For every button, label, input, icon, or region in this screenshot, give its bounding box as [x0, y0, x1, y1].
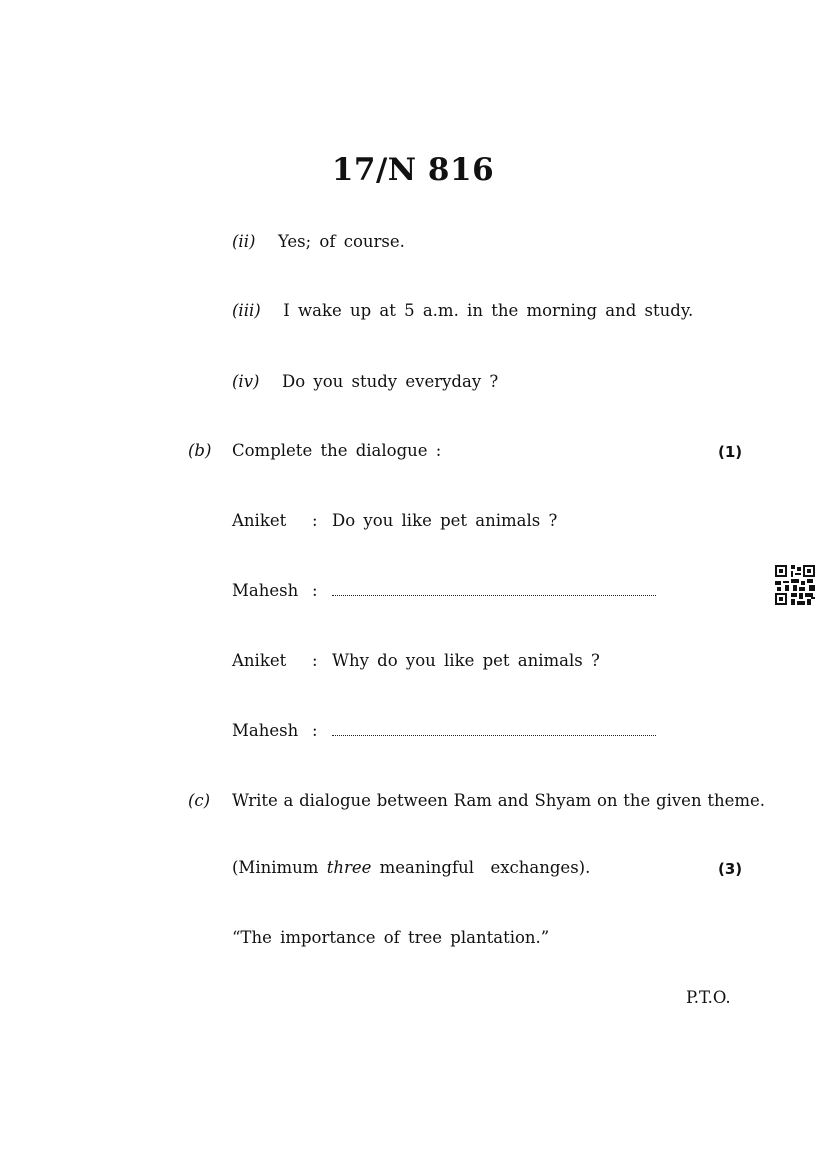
part-c-instruction: Write a dialogue between Ram and Shyam on the given theme.: [232, 791, 765, 810]
dialogue-line-2: [232, 581, 656, 600]
speaker: Mahesh: [232, 721, 299, 740]
pto-label: P.T.O.: [686, 988, 731, 1007]
note-text: (Minimum: [232, 858, 327, 877]
dialogue-text: Why do you like pet animals ?: [332, 651, 600, 670]
answer-blank[interactable]: [332, 585, 656, 596]
colon: :: [312, 511, 318, 530]
option-number: (iii): [232, 301, 261, 320]
option-text: Yes; of course.: [277, 232, 405, 251]
note-text: meaningful exchanges).: [371, 858, 591, 877]
speaker: Aniket: [232, 651, 287, 670]
colon: :: [312, 581, 318, 600]
option-text: Do you study everyday ?: [281, 372, 499, 391]
note-emphasis: three: [326, 858, 372, 877]
dialogue-line-4: [232, 721, 656, 740]
part-c-marks: (3): [718, 860, 743, 878]
part-c-label: (c): [188, 791, 211, 810]
speaker: Mahesh: [232, 581, 299, 600]
colon: :: [312, 651, 318, 670]
option-iii: [232, 301, 693, 320]
part-b-instruction: Complete the dialogue :: [232, 441, 442, 460]
part-b-marks: (1): [718, 443, 743, 461]
option-iv: [232, 372, 498, 391]
part-c-theme: “The importance of tree plantation.”: [232, 928, 550, 947]
option-number: (iv): [232, 372, 260, 391]
qr-code-icon: [775, 565, 815, 605]
dialogue-line-3: [232, 651, 600, 670]
part-c-note: [232, 858, 590, 877]
answer-blank[interactable]: [332, 725, 656, 736]
part-b-label: (b): [188, 441, 212, 460]
speaker: Aniket: [232, 511, 287, 530]
option-text: I wake up at 5 a.m. in the morning and study.: [283, 301, 694, 320]
option-number: (ii): [232, 232, 256, 251]
colon: :: [312, 721, 318, 740]
option-ii: [232, 232, 405, 251]
dialogue-line-1: [232, 511, 557, 530]
paper-code: 17/N 816: [331, 152, 495, 188]
dialogue-text: Do you like pet animals ?: [332, 511, 558, 530]
